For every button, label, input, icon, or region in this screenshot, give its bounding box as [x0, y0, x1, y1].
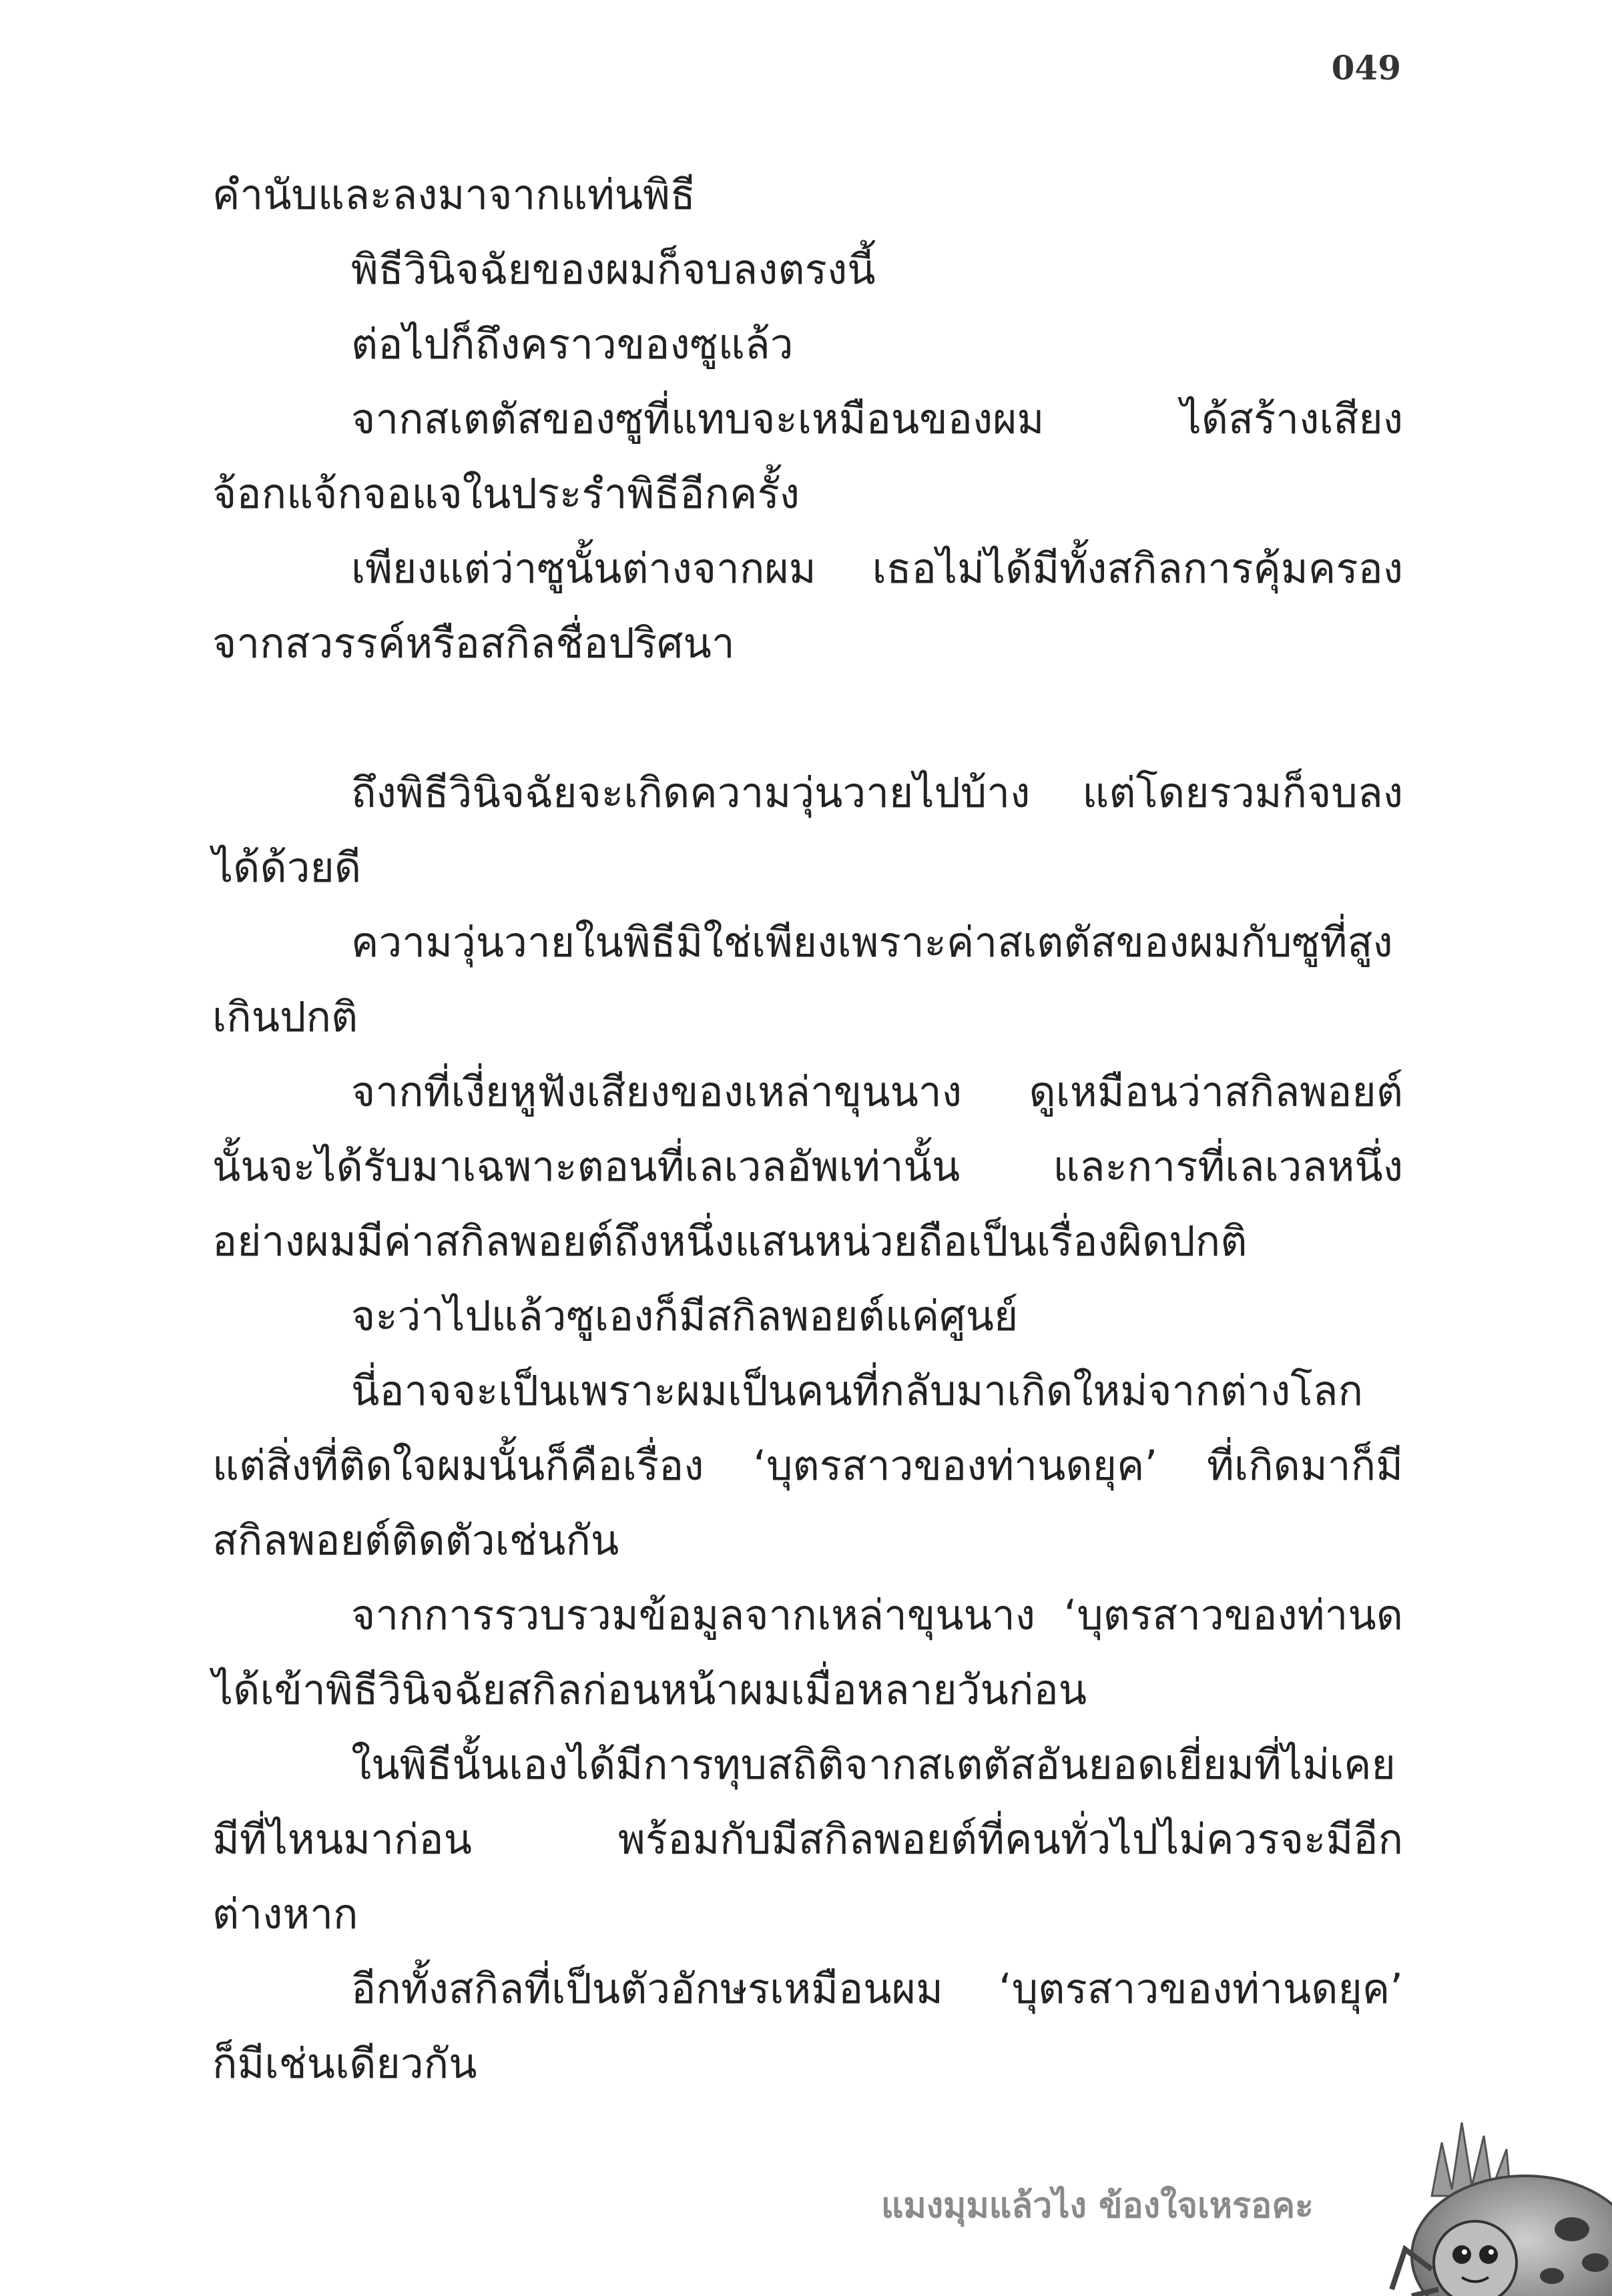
- paragraph: [212, 382, 1403, 531]
- text-line: จากการรวบรวมข้อมูลจากเหล่าขุนนาง ‘บุตรสาวของท่านด: [351, 1591, 1403, 1639]
- text-line: ความวุ่นวายในพิธีมิใช่เพียงเพราะค่าสเตตัสของผมกับซูที่สูง: [351, 918, 1393, 966]
- text-line: คำนับและลงมาจากแท่นพิธี: [212, 170, 696, 219]
- spider-mascot-icon: [1332, 2096, 1612, 2296]
- text-line: นั้นจะได้รับมาเฉพาะตอนที่เลเวลอัพเท่านั้น และการที่เลเวลหนึ่ง: [212, 1142, 1403, 1191]
- paragraph: [212, 1952, 1403, 2101]
- text-line: จ้อกแจ้กจอแจในประรำพิธีอีกครั้ง: [212, 469, 800, 518]
- text-line: อย่างผมมีค่าสกิลพอยต์ถึงหนึ่งแสนหน่วยถือเป็นเรื่องผิดปกติ: [212, 1217, 1248, 1265]
- footer-book-title: แมงมุมแล้วไง ข้องใจเหรอคะ: [881, 2186, 1314, 2226]
- paragraph: [212, 307, 1403, 382]
- paragraph: [212, 905, 1403, 1055]
- text-line: เกินปกติ: [212, 992, 358, 1041]
- paragraph: [212, 232, 1403, 307]
- text-line: ต่างหาก: [212, 1890, 358, 1938]
- page-number: 049: [1331, 48, 1401, 87]
- text-line: แต่สิ่งที่ติดใจผมนั้นก็คือเรื่อง ‘บุตรสาวของท่านดยุค’ ที่เกิดมาก็มี: [212, 1441, 1403, 1490]
- text-line: เพียงแต่ว่าซูนั้นต่างจากผม เธอไม่ได้มีทั้งสกิลการคุ้มครอง: [351, 544, 1403, 593]
- paragraph: [212, 1578, 1403, 1727]
- text-line: อีกทั้งสกิลที่เป็นตัวอักษรเหมือนผม ‘บุตรสาวของท่านดยุค’: [351, 1964, 1403, 2013]
- text-line: ถึงพิธีวินิจฉัยจะเกิดความวุ่นวายไปบ้าง แต่โดยรวมก็จบลง: [351, 768, 1403, 817]
- text-line: มีที่ไหนมาก่อน พร้อมกับมีสกิลพอยต์ที่คนทั่วไปไม่ควรจะมีอีก: [212, 1815, 1403, 1863]
- blank-line: [212, 681, 1403, 756]
- paragraph: [212, 1727, 1403, 1952]
- text-line: ได้ด้วยดี: [212, 843, 362, 892]
- text-line: ก็มีเช่นเดียวกัน: [212, 2039, 477, 2088]
- text-line: จากสวรรค์หรือสกิลชื่อปริศนา: [212, 619, 735, 667]
- text-line: สกิลพอยต์ติดตัวเช่นกัน: [212, 1516, 619, 1564]
- text-line: จากที่เงี่ยหูฟังเสียงของเหล่าขุนนาง ดูเหมือนว่าสกิลพอยต์: [351, 1067, 1403, 1116]
- text-line: นี่อาจจะเป็นเพราะผมเป็นคนที่กลับมาเกิดใหม่จากต่างโลก: [351, 1366, 1364, 1415]
- paragraph: [212, 158, 1403, 232]
- paragraph: [212, 531, 1403, 681]
- text-line: พิธีวินิจฉัยของผมก็จบลงตรงนี้: [351, 245, 876, 294]
- body-text: [212, 158, 1403, 2101]
- paragraph: [212, 1354, 1403, 1578]
- paragraph: [212, 1279, 1403, 1354]
- text-line: ต่อไปก็ถึงคราวของซูแล้ว: [351, 320, 794, 368]
- text-line: จากสเตตัสของซูที่แทบจะเหมือนของผม ได้สร้างเสียง: [351, 394, 1403, 443]
- text-line: ในพิธีนั้นเองได้มีการทุบสถิติจากสเตตัสอันยอดเยี่ยมที่ไม่เคย: [351, 1740, 1396, 1789]
- paragraph: [212, 1055, 1403, 1279]
- text-line: จะว่าไปแล้วซูเองก็มีสกิลพอยต์แค่ศูนย์: [351, 1292, 1019, 1340]
- paragraph: [212, 756, 1403, 905]
- text-line: ได้เข้าพิธีวินิจฉัยสกิลก่อนหน้าผมเมื่อหลายวันก่อน: [212, 1665, 1087, 1714]
